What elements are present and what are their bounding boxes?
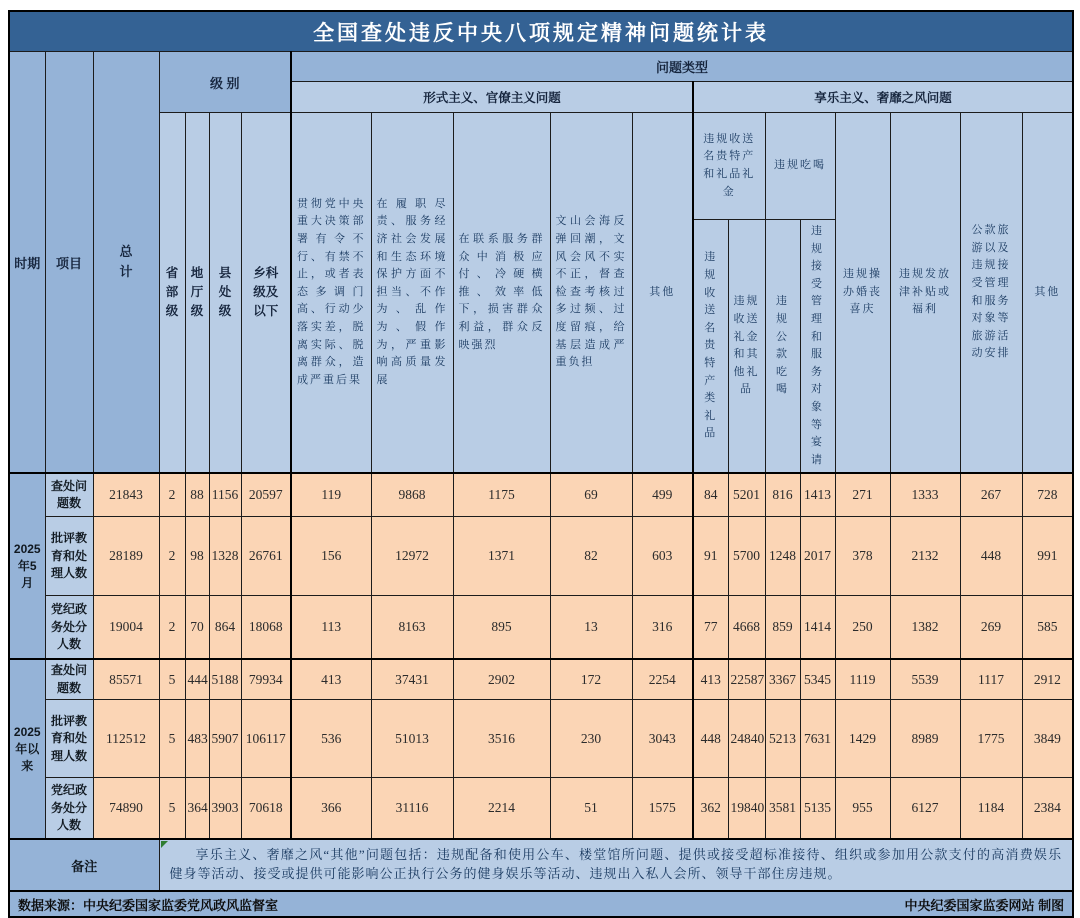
data-cell: 1413 bbox=[800, 473, 835, 517]
data-cell: 22587 bbox=[728, 659, 765, 700]
data-source-text: 数据来源：中央纪委国家监委党风政风监督室 bbox=[18, 897, 279, 913]
data-cell: 536 bbox=[291, 700, 371, 778]
statistics-table bbox=[8, 10, 1074, 918]
data-cell: 1175 bbox=[453, 473, 550, 517]
data-cell: 5539 bbox=[890, 659, 960, 700]
data-cell: 26761 bbox=[241, 517, 291, 596]
data-cell: 955 bbox=[835, 778, 890, 840]
data-cell: 362 bbox=[693, 778, 728, 840]
data-cell: 3581 bbox=[765, 778, 800, 840]
period-may-2025: 2025年5月 bbox=[9, 473, 45, 659]
data-cell: 7631 bbox=[800, 700, 835, 778]
col-header-gifts-cash: 违规收送礼金和其他礼品 bbox=[728, 220, 765, 474]
data-cell: 8163 bbox=[371, 596, 453, 660]
data-cell: 267 bbox=[960, 473, 1022, 517]
data-cell: 2 bbox=[159, 473, 185, 517]
data-cell: 5 bbox=[159, 700, 185, 778]
data-cell: 1156 bbox=[209, 473, 241, 517]
data-cell: 112512 bbox=[93, 700, 159, 778]
remark-cell bbox=[159, 839, 1073, 891]
data-cell: 51013 bbox=[371, 700, 453, 778]
data-cell: 82 bbox=[550, 517, 632, 596]
data-cell: 4668 bbox=[728, 596, 765, 660]
data-cell: 3903 bbox=[209, 778, 241, 840]
data-cell: 1775 bbox=[960, 700, 1022, 778]
data-cell: 24840 bbox=[728, 700, 765, 778]
metric-label: 查处问题数 bbox=[45, 473, 93, 517]
data-cell: 271 bbox=[835, 473, 890, 517]
data-cell: 51 bbox=[550, 778, 632, 840]
data-cell: 12972 bbox=[371, 517, 453, 596]
data-cell: 106117 bbox=[241, 700, 291, 778]
level-county-text: 县处级 bbox=[218, 265, 232, 319]
data-cell: 864 bbox=[209, 596, 241, 660]
data-cell: 2017 bbox=[800, 517, 835, 596]
data-cell: 1333 bbox=[890, 473, 960, 517]
data-cell: 3849 bbox=[1022, 700, 1073, 778]
data-row bbox=[9, 596, 1073, 660]
data-cell: 5135 bbox=[800, 778, 835, 840]
data-cell: 230 bbox=[550, 700, 632, 778]
metric-label: 查处问题数 bbox=[45, 659, 93, 700]
data-cell: 2 bbox=[159, 517, 185, 596]
data-cell: 3516 bbox=[453, 700, 550, 778]
data-cell: 859 bbox=[765, 596, 800, 660]
data-cell: 70618 bbox=[241, 778, 291, 840]
data-cell: 1248 bbox=[765, 517, 800, 596]
col-header-formalism-1: 贯彻党中央重大决策部署有令不行、有禁不止，或者表态多调门高、行动少落实差，脱离实际、脱离群众，造成严重后果 bbox=[291, 113, 371, 474]
header-row-3 bbox=[9, 113, 1073, 220]
period-since-2025: 2025年以来 bbox=[9, 659, 45, 839]
col-group-dining: 违规吃喝 bbox=[765, 113, 835, 220]
data-cell: 113 bbox=[291, 596, 371, 660]
data-cell: 74890 bbox=[93, 778, 159, 840]
data-cell: 119 bbox=[291, 473, 371, 517]
data-cell: 378 bbox=[835, 517, 890, 596]
col-group-formalism: 形式主义、官僚主义问题 bbox=[291, 82, 693, 113]
statistics-table-sheet bbox=[8, 10, 1072, 918]
col-header-gifts-specialties: 违规收送名贵特产类礼品 bbox=[693, 220, 728, 474]
data-cell: 79934 bbox=[241, 659, 291, 700]
metric-label: 批评教育和处理人数 bbox=[45, 700, 93, 778]
data-cell: 5700 bbox=[728, 517, 765, 596]
data-row bbox=[9, 659, 1073, 700]
data-cell: 5188 bbox=[209, 659, 241, 700]
credit-text: 中央纪委国家监委网站 制图 bbox=[904, 897, 1065, 913]
data-cell: 366 bbox=[291, 778, 371, 840]
data-cell: 269 bbox=[960, 596, 1022, 660]
remark-label: 备注 bbox=[9, 839, 159, 891]
col-header-period: 时期 bbox=[9, 52, 45, 474]
data-cell: 2384 bbox=[1022, 778, 1073, 840]
data-cell: 5 bbox=[159, 778, 185, 840]
metric-label: 批评教育和处理人数 bbox=[45, 517, 93, 596]
data-cell: 444 bbox=[185, 659, 209, 700]
col-header-formalism-2: 在履职尽责、服务经济社会发展和生态环境保护方面不担当、不作为、乱作为、假作为，严重影响高质量发展 bbox=[371, 113, 453, 474]
data-cell: 70 bbox=[185, 596, 209, 660]
col-header-dining-public-funds: 违规公款吃喝 bbox=[765, 220, 800, 474]
data-cell: 1575 bbox=[632, 778, 693, 840]
col-header-allowances: 违规发放津补贴或福利 bbox=[890, 113, 960, 474]
source-row bbox=[9, 891, 1073, 917]
data-cell: 3043 bbox=[632, 700, 693, 778]
data-cell: 483 bbox=[185, 700, 209, 778]
data-cell: 31116 bbox=[371, 778, 453, 840]
data-cell: 1328 bbox=[209, 517, 241, 596]
remark-text: 享乐主义、奢靡之风“其他”问题包括：违规配备和使用公车、楼堂馆所问题、提供或接受超标准接待、组织或参加用公款支付的高消费娱乐健身等活动、接受或提供可能影响公正执行公务的健身娱乐等活动、违规出入私人会所、领导干部住房违规。 bbox=[169, 847, 1063, 882]
data-cell: 19004 bbox=[93, 596, 159, 660]
data-cell: 816 bbox=[765, 473, 800, 517]
col-group-hedonism: 享乐主义、奢靡之风问题 bbox=[693, 82, 1073, 113]
source-wrap bbox=[18, 895, 1064, 914]
data-cell: 18068 bbox=[241, 596, 291, 660]
col-header-hedonism-other: 其他 bbox=[1022, 113, 1073, 474]
data-cell: 5345 bbox=[800, 659, 835, 700]
data-cell: 1184 bbox=[960, 778, 1022, 840]
data-cell: 20597 bbox=[241, 473, 291, 517]
data-cell: 448 bbox=[960, 517, 1022, 596]
data-cell: 5201 bbox=[728, 473, 765, 517]
col-header-dining-banquets: 违规接受管理和服务对象等宴请 bbox=[800, 220, 835, 474]
data-cell: 2902 bbox=[453, 659, 550, 700]
data-cell: 364 bbox=[185, 778, 209, 840]
data-cell: 37431 bbox=[371, 659, 453, 700]
data-cell: 28189 bbox=[93, 517, 159, 596]
data-cell: 84 bbox=[693, 473, 728, 517]
data-cell: 2132 bbox=[890, 517, 960, 596]
data-cell: 585 bbox=[1022, 596, 1073, 660]
data-cell: 250 bbox=[835, 596, 890, 660]
level-township-text: 乡科级及以下 bbox=[253, 265, 279, 319]
data-cell: 1414 bbox=[800, 596, 835, 660]
col-header-level-province bbox=[159, 113, 185, 474]
title-row bbox=[9, 11, 1073, 52]
source-cell bbox=[9, 891, 1073, 917]
data-cell: 85571 bbox=[93, 659, 159, 700]
green-corner-marker-icon bbox=[161, 841, 168, 848]
data-cell: 895 bbox=[453, 596, 550, 660]
data-cell: 413 bbox=[693, 659, 728, 700]
metric-label: 党纪政务处分人数 bbox=[45, 778, 93, 840]
data-row bbox=[9, 473, 1073, 517]
col-header-public-funded-travel: 公款旅游以及违规接受管理和服务对象等旅游活动安排 bbox=[960, 113, 1022, 474]
data-cell: 2912 bbox=[1022, 659, 1073, 700]
col-group-level: 级 别 bbox=[159, 52, 291, 113]
level-province-text: 省部级 bbox=[165, 265, 179, 319]
data-cell: 991 bbox=[1022, 517, 1073, 596]
col-header-formalism-other: 其他 bbox=[632, 113, 693, 474]
data-cell: 2214 bbox=[453, 778, 550, 840]
data-cell: 603 bbox=[632, 517, 693, 596]
data-cell: 6127 bbox=[890, 778, 960, 840]
data-cell: 316 bbox=[632, 596, 693, 660]
data-cell: 448 bbox=[693, 700, 728, 778]
col-header-level-county bbox=[209, 113, 241, 474]
data-cell: 5907 bbox=[209, 700, 241, 778]
data-cell: 1119 bbox=[835, 659, 890, 700]
data-cell: 172 bbox=[550, 659, 632, 700]
data-cell: 156 bbox=[291, 517, 371, 596]
data-cell: 499 bbox=[632, 473, 693, 517]
data-cell: 413 bbox=[291, 659, 371, 700]
data-cell: 1429 bbox=[835, 700, 890, 778]
col-header-formalism-4: 文山会海反弹回潮，文风会风不实不正，督查检查考核过多过频、过度留痕，给基层造成严重负担 bbox=[550, 113, 632, 474]
col-header-total bbox=[93, 52, 159, 474]
data-cell: 77 bbox=[693, 596, 728, 660]
col-header-weddings-funerals: 违规操办婚丧喜庆 bbox=[835, 113, 890, 474]
data-cell: 5 bbox=[159, 659, 185, 700]
data-row bbox=[9, 700, 1073, 778]
data-cell: 13 bbox=[550, 596, 632, 660]
col-header-total-text: 总计 bbox=[119, 244, 133, 280]
col-group-gifts: 违规收送名贵特产和礼品礼金 bbox=[693, 113, 765, 220]
col-group-problem-type: 问题类型 bbox=[291, 52, 1073, 82]
data-row bbox=[9, 517, 1073, 596]
data-cell: 9868 bbox=[371, 473, 453, 517]
data-cell: 2 bbox=[159, 596, 185, 660]
header-row-1 bbox=[9, 52, 1073, 82]
data-cell: 3367 bbox=[765, 659, 800, 700]
data-cell: 88 bbox=[185, 473, 209, 517]
metric-label: 党纪政务处分人数 bbox=[45, 596, 93, 660]
data-cell: 8989 bbox=[890, 700, 960, 778]
page-title: 全国查处违反中央八项规定精神问题统计表 bbox=[9, 11, 1073, 52]
data-cell: 69 bbox=[550, 473, 632, 517]
data-cell: 1117 bbox=[960, 659, 1022, 700]
data-cell: 1371 bbox=[453, 517, 550, 596]
data-cell: 728 bbox=[1022, 473, 1073, 517]
data-cell: 91 bbox=[693, 517, 728, 596]
col-header-level-township bbox=[241, 113, 291, 474]
data-cell: 19840 bbox=[728, 778, 765, 840]
remark-row bbox=[9, 839, 1073, 891]
col-header-item: 项目 bbox=[45, 52, 93, 474]
data-cell: 98 bbox=[185, 517, 209, 596]
data-cell: 1382 bbox=[890, 596, 960, 660]
level-prefecture-text: 地厅级 bbox=[190, 265, 204, 319]
data-cell: 21843 bbox=[93, 473, 159, 517]
data-cell: 2254 bbox=[632, 659, 693, 700]
col-header-formalism-3: 在联系服务群众中消极应付、冷硬横推、效率低下，损害群众利益，群众反映强烈 bbox=[453, 113, 550, 474]
data-cell: 5213 bbox=[765, 700, 800, 778]
col-header-level-prefecture bbox=[185, 113, 209, 474]
data-row bbox=[9, 778, 1073, 840]
